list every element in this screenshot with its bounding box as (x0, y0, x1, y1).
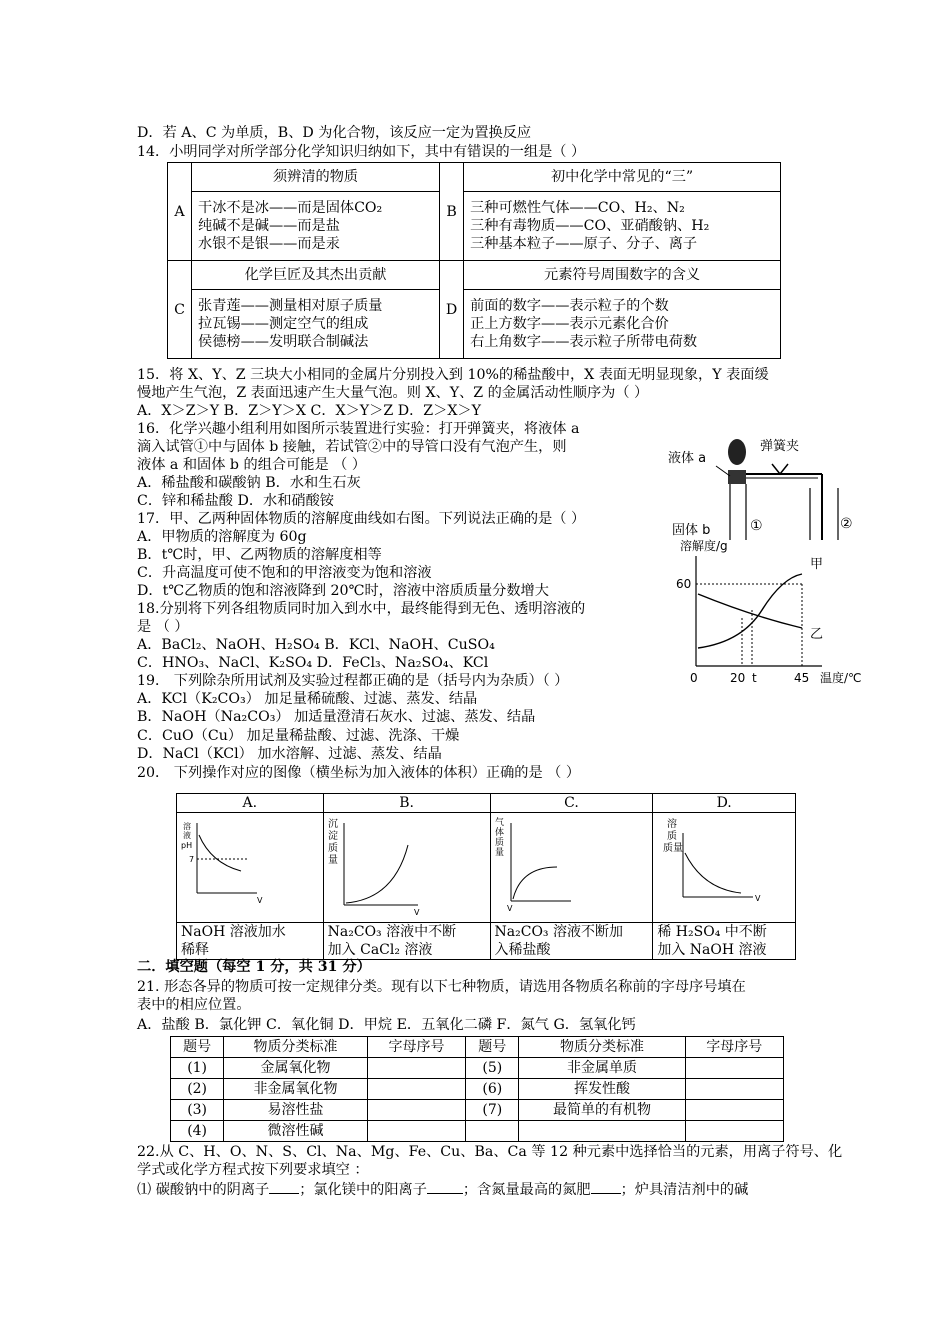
q15-line-1: 15．将 X、Y、Z 三块大小相同的金属片分别投入到 10%的稀盐酸中，X 表面无明显现象，Y 表面缓 (137, 367, 769, 383)
y-tick-60: 60 (676, 577, 692, 591)
q20-graph-a-cell (177, 813, 324, 923)
q18-options-ab: A．BaCl₂、NaOH、H₂SO₄ B．KCl、NaOH、CuSO₄ (137, 637, 495, 653)
x-tick-20: 20 (730, 671, 746, 685)
svg-text:V: V (413, 908, 420, 917)
x-tick-t: t (752, 671, 757, 685)
q14-header-c: 化学巨匠及其杰出贡献 (192, 261, 440, 290)
q20-graph-d-cell (653, 813, 796, 923)
q21-cell (519, 1121, 685, 1142)
q20-header-b: B. (323, 794, 490, 813)
q21-answer-cell[interactable] (685, 1100, 783, 1121)
q15-line-2: 慢地产生气泡，Z 表面迅速产生大量气泡。则 X、Y、Z 的金属活动性顺序为（ ） (137, 385, 649, 401)
q14-body-a (192, 192, 440, 261)
q14-c-line: 拉瓦锡——测定空气的组成 (198, 316, 369, 332)
q18-line-1: 18.分别将下列各组物质同时加入到水中，最终能得到无色、透明溶液的 (137, 601, 586, 617)
svg-text:质: 质 (327, 843, 338, 854)
q14-c-line: 侯德榜——发明联合制碱法 (198, 334, 369, 350)
series-label-yi: 乙 (810, 627, 824, 642)
q18-options-cd: C．HNO₃、NaCl、K₂SO₄ D．FeCl₃、Na₂SO₄、KCl (137, 655, 489, 671)
svg-text:7: 7 (189, 855, 195, 864)
q21-answer-cell[interactable] (685, 1058, 783, 1079)
q14-d-line: 右上角数字——表示粒子所带电荷数 (470, 334, 698, 350)
q20-graph-b-cell (323, 813, 490, 923)
y-axis-label: 溶解度/g (680, 539, 728, 553)
svg-text:溶: 溶 (183, 822, 191, 831)
q21-header: 物质分类标准 (224, 1037, 368, 1058)
q21-header: 题号 (171, 1037, 224, 1058)
q21-header: 物质分类标准 (519, 1037, 685, 1058)
q14-b-line: 三种基本粒子——原子、分子、离子 (470, 236, 698, 252)
answer-blank[interactable] (591, 1181, 621, 1194)
q21-cell: 挥发性酸 (519, 1079, 685, 1100)
q14-b-line: 三种有毒物质——CO、亚硝酸钠、H₂ (470, 218, 710, 234)
q19-option-c: C．CuO（Cu） 加足量稀盐酸、过滤、洗涤、干燥 (137, 728, 460, 744)
q20-caption-b: Na₂CO₃ 溶液中不断 加入 CaCl₂ 溶液 (323, 923, 490, 960)
q14-a-line: 干冰不是冰——而是固体CO₂ (198, 200, 383, 216)
q20-caption-d: 稀 H₂SO₄ 中不断 加入 NaOH 溶液 (653, 923, 796, 960)
q16-line-2: 滴入试管①中与固体 b 接触，若试管②中的导管口没有气泡产生，则 (137, 439, 567, 455)
solid-b-label: 固体 b (672, 523, 711, 538)
stopper-icon (728, 470, 746, 484)
q20-header-d: D. (653, 794, 796, 813)
q21-answer-cell[interactable] (367, 1079, 465, 1100)
q14-d-line: 前面的数字——表示粒子的个数 (470, 298, 669, 314)
q19-stem: 19． 下列除杂所用试剂及实验过程都正确的是（括号内为杂质）（ ） (137, 673, 569, 689)
q14-a-line: 纯碱不是碱——而是盐 (198, 218, 340, 234)
q21-answer-cell[interactable] (685, 1121, 783, 1142)
q19-option-d: D．NaCl（KCl） 加水溶解、过滤、蒸发、结晶 (137, 746, 442, 762)
q14-header-a: 须辨清的物质 (192, 163, 440, 192)
svg-text:液: 液 (183, 831, 191, 840)
svg-text:质: 质 (494, 838, 504, 848)
q20-graph-c-cell (490, 813, 653, 923)
svg-text:体: 体 (494, 828, 504, 838)
q20-stem: 20． 下列操作对应的图像（横坐标为加入液体的体积）正确的是 （ ） (137, 765, 581, 781)
q21-cell: 非金属氧化物 (224, 1079, 368, 1100)
q20-caption-a: NaOH 溶液加水 稀释 (177, 923, 324, 960)
q21-cell: 金属氧化物 (224, 1058, 368, 1079)
q22-prompt: ；炉具清洁剂中的碱 (620, 1182, 749, 1198)
q14-body-d (464, 290, 781, 359)
pointer-line (716, 466, 730, 476)
q21-answer-cell[interactable] (367, 1100, 465, 1121)
q14-a-line: 水银不是银——而是汞 (198, 236, 340, 252)
answer-blank[interactable] (269, 1181, 299, 1194)
q21-answer-cell[interactable] (367, 1058, 465, 1079)
q21-cell: (6) (466, 1079, 519, 1100)
q16-line-1: 16．化学兴趣小组利用如图所示装置进行实验：打开弹簧夹，将液体 a (137, 421, 580, 437)
q22-part-1 (137, 1181, 748, 1199)
tube-2-label: ② (840, 516, 853, 532)
q16-line-3: 液体 a 和固体 b 的组合可能是 （ ） (137, 457, 367, 473)
svg-text:质量: 质量 (663, 843, 684, 854)
q14-label-b: B (440, 163, 464, 261)
svg-text:淀: 淀 (327, 831, 338, 842)
q20-caption-c: Na₂CO₃ 溶液不断加 入稀盐酸 (490, 923, 653, 960)
curve-jia (698, 574, 802, 648)
x-tick-45: 45 (794, 671, 810, 685)
q21-cell: 最简单的有机物 (519, 1100, 685, 1121)
x-axis-label: 温度/℃ (820, 671, 862, 685)
q14-header-d: 元素符号周围数字的含义 (464, 261, 781, 290)
dropper-bulb-icon (728, 439, 746, 465)
tube-1-label: ① (750, 518, 763, 534)
q21-cell: (4) (171, 1121, 224, 1142)
clamp-icon (772, 464, 788, 474)
q22-line-2: 学式或化学方程式按下列要求填空 ： (137, 1162, 369, 1178)
svg-text:气: 气 (494, 818, 504, 828)
svg-text:溶: 溶 (667, 819, 678, 830)
q20-graph-a (177, 813, 321, 917)
q21-header: 题号 (466, 1037, 519, 1058)
q21-cell: (1) (171, 1058, 224, 1079)
q20-header-c: C. (490, 794, 653, 813)
q14-b-line: 三种可燃性气体——CO、H₂、N₂ (470, 200, 685, 216)
q14-body-b (464, 192, 781, 261)
q21-line-2: 表中的相应位置。 (137, 997, 251, 1013)
svg-text:沉: 沉 (327, 819, 338, 830)
q21-answer-cell[interactable] (367, 1121, 465, 1142)
q20-graph-b (324, 813, 488, 917)
svg-text:V: V (506, 904, 513, 913)
q16-options-cd: C．锌和稀盐酸 D．水和硝酸铵 (137, 493, 334, 509)
q14-c-line: 张青莲——测量相对原子质量 (198, 298, 383, 314)
q17-option-b: B．t℃时，甲、乙两物质的溶解度相等 (137, 547, 382, 563)
q16-options-ab: A．稀盐酸和碳酸钠 B．水和生石灰 (137, 475, 361, 491)
q21-line-1: 21. 形态各异的物质可按一定规律分类。现有以下七种物质，请选用各物质名称前的字母序号填在 (137, 979, 746, 995)
q14-label-d: D (440, 261, 464, 359)
q21-header: 字母序号 (367, 1037, 465, 1058)
q19-option-a: A．KCl（K₂CO₃） 加足量稀硫酸、过滤、蒸发、结晶 (137, 691, 478, 707)
q21-line-3: A．盐酸 B．氯化钾 C．氧化铜 D．甲烷 E．五氧化二磷 F．氮气 G．氢氧化钙 (137, 1017, 636, 1033)
q17-option-a: A．甲物质的溶解度为 60g (137, 529, 307, 545)
q17-option-c: C．升高温度可使不饱和的甲溶液变为饱和溶液 (137, 565, 432, 581)
q21-cell: 微溶性碱 (224, 1121, 368, 1142)
q21-cell: (2) (171, 1079, 224, 1100)
test-tube-1-icon (730, 484, 746, 540)
q14-d-line: 正上方数字——表示元素化合价 (470, 316, 669, 332)
q21-cell: (7) (466, 1100, 519, 1121)
q15-options: A．X＞Z＞Y B．Z＞Y＞X C．X＞Y＞Z D．Z＞X＞Y (137, 403, 481, 419)
q14-label-a: A (168, 163, 192, 261)
solubility-chart (672, 536, 862, 686)
svg-text:pH: pH (181, 841, 193, 850)
q14-header-b: 初中化学中常见的“三” (464, 163, 781, 192)
series-label-jia: 甲 (810, 557, 824, 572)
q21-cell: (5) (466, 1058, 519, 1079)
q21-cell: (3) (171, 1100, 224, 1121)
spring-clamp-label: 弹簧夹 (760, 439, 800, 454)
q22-line-1: 22.从 C、H、O、N、S、Cl、Na、Mg、Fe、Cu、Ba、Ca 等 12 种元素中选择恰当的元素，用离子符号、化 (137, 1144, 843, 1160)
q18-line-2: 是 （ ） (137, 619, 189, 635)
svg-text:V: V (755, 894, 761, 903)
q20-graph-c (491, 813, 651, 917)
q21-cell: 非金属单质 (519, 1058, 685, 1079)
svg-text:量: 量 (494, 848, 504, 858)
q21-header: 字母序号 (685, 1037, 783, 1058)
q22-prompt: ；氯化镁中的阳离子 (299, 1182, 427, 1198)
q13-option-d: D．若 A、C 为单质，B、D 为化合物，该反应一定为置换反应 (137, 125, 532, 141)
q22-prompt: ；含氮量最高的氮肥 (462, 1182, 591, 1198)
q17-option-d: D．t℃乙物质的饱和溶液降到 20℃时，溶液中溶质质量分数增大 (137, 583, 549, 599)
svg-text:质: 质 (667, 831, 678, 842)
svg-text:量: 量 (327, 855, 338, 866)
q21-cell (466, 1121, 519, 1142)
q21-table (170, 1036, 784, 1142)
answer-blank[interactable] (427, 1181, 463, 1194)
q20-header-a: A. (177, 794, 324, 813)
svg-text:V: V (257, 896, 263, 905)
q19-option-b: B．NaOH（Na₂CO₃） 加适量澄清石灰水、过滤、蒸发、结晶 (137, 709, 536, 725)
q22-prompt: ⑴ 碳酸钠中的阴离子 (137, 1182, 270, 1198)
section-2-heading: 二．填空题（每空 1 分，共 31 分） (137, 959, 371, 975)
q14-stem: 14．小明同学对所学部分化学知识归纳如下，其中有错误的一组是（ ） (137, 144, 586, 160)
q20-table (176, 793, 796, 960)
curve-yi (698, 594, 802, 628)
test-tube-2-icon (810, 488, 838, 540)
q20-graph-d (653, 813, 793, 917)
q14-table (167, 162, 781, 359)
q21-answer-cell[interactable] (685, 1079, 783, 1100)
x-tick-0: 0 (690, 671, 698, 685)
q14-label-c: C (168, 261, 192, 359)
q16-apparatus-figure (662, 430, 860, 540)
liquid-a-label: 液体 a (668, 451, 707, 466)
q21-cell: 易溶性盐 (224, 1100, 368, 1121)
q14-body-c (192, 290, 440, 359)
q17-stem: 17．甲、乙两种固体物质的溶解度曲线如右图。下列说法正确的是（ ） (137, 511, 586, 527)
